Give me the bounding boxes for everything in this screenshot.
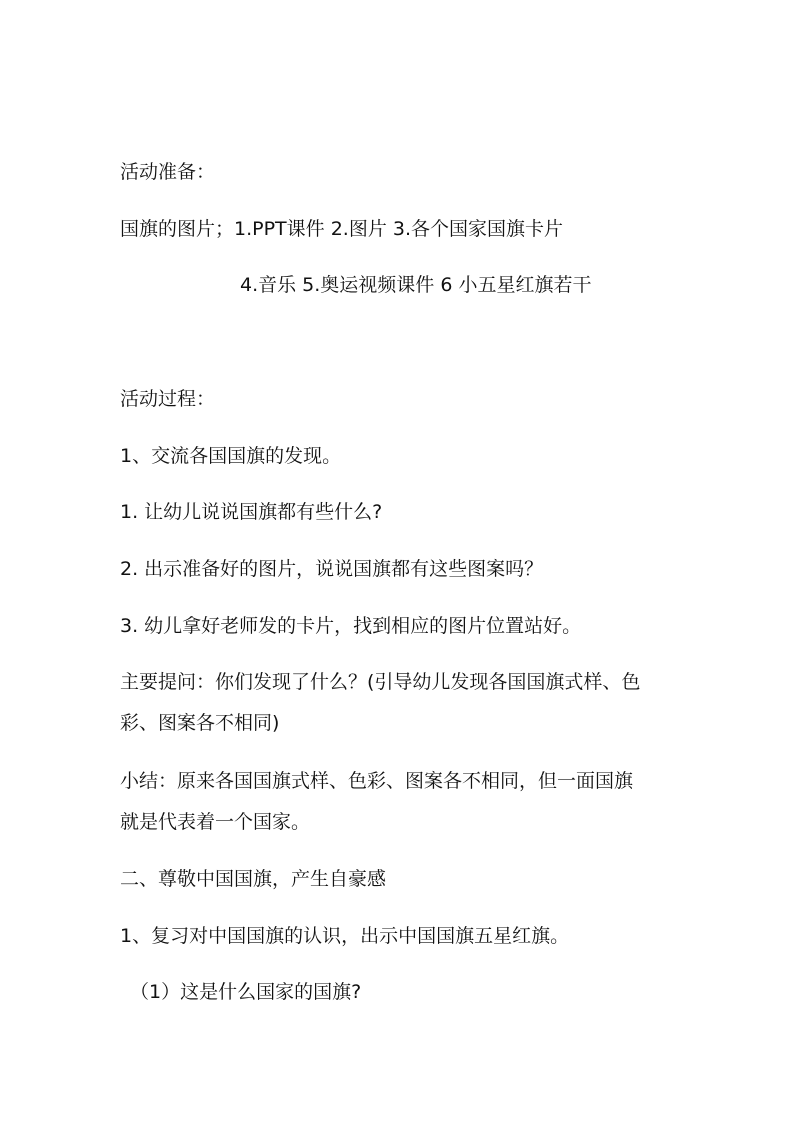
section-2-step-1: 1、复习对中国国旗的认识，出示中国国旗五星红旗。	[120, 925, 570, 947]
section-1-heading: 1、交流各国国旗的发现。	[120, 445, 342, 467]
section-2-heading: 二、尊敬中国国旗，产生自豪感	[120, 868, 387, 890]
step-3: 3. 幼儿拿好老师发的卡片，找到相应的图片位置站好。	[120, 615, 582, 637]
materials-line-2: 4.音乐 5.奥运视频课件 6 小五星红旗若干	[240, 274, 592, 296]
summary-line-1: 小结：原来各国国旗式样、色彩、图案各不相同，但一面国旗	[120, 770, 634, 792]
heading-activity-preparation: 活动准备：	[120, 161, 216, 183]
section-2-question-1: （1）这是什么国家的国旗?	[130, 981, 362, 1003]
materials-line-1: 国旗的图片；1.PPT课件 2.图片 3.各个国家国旗卡片	[120, 218, 563, 240]
step-2: 2. 出示准备好的图片，说说国旗都有这些图案吗？	[120, 558, 544, 580]
step-1: 1. 让幼儿说说国旗都有些什么?	[120, 501, 383, 523]
main-question-line-2: 彩、图案各不相同)	[120, 712, 280, 734]
main-question-line-1: 主要提问：你们发现了什么？(引导幼儿发现各国国旗式样、色	[120, 671, 641, 693]
summary-line-2: 就是代表着一个国家。	[120, 811, 311, 833]
heading-activity-process: 活动过程：	[120, 388, 216, 410]
